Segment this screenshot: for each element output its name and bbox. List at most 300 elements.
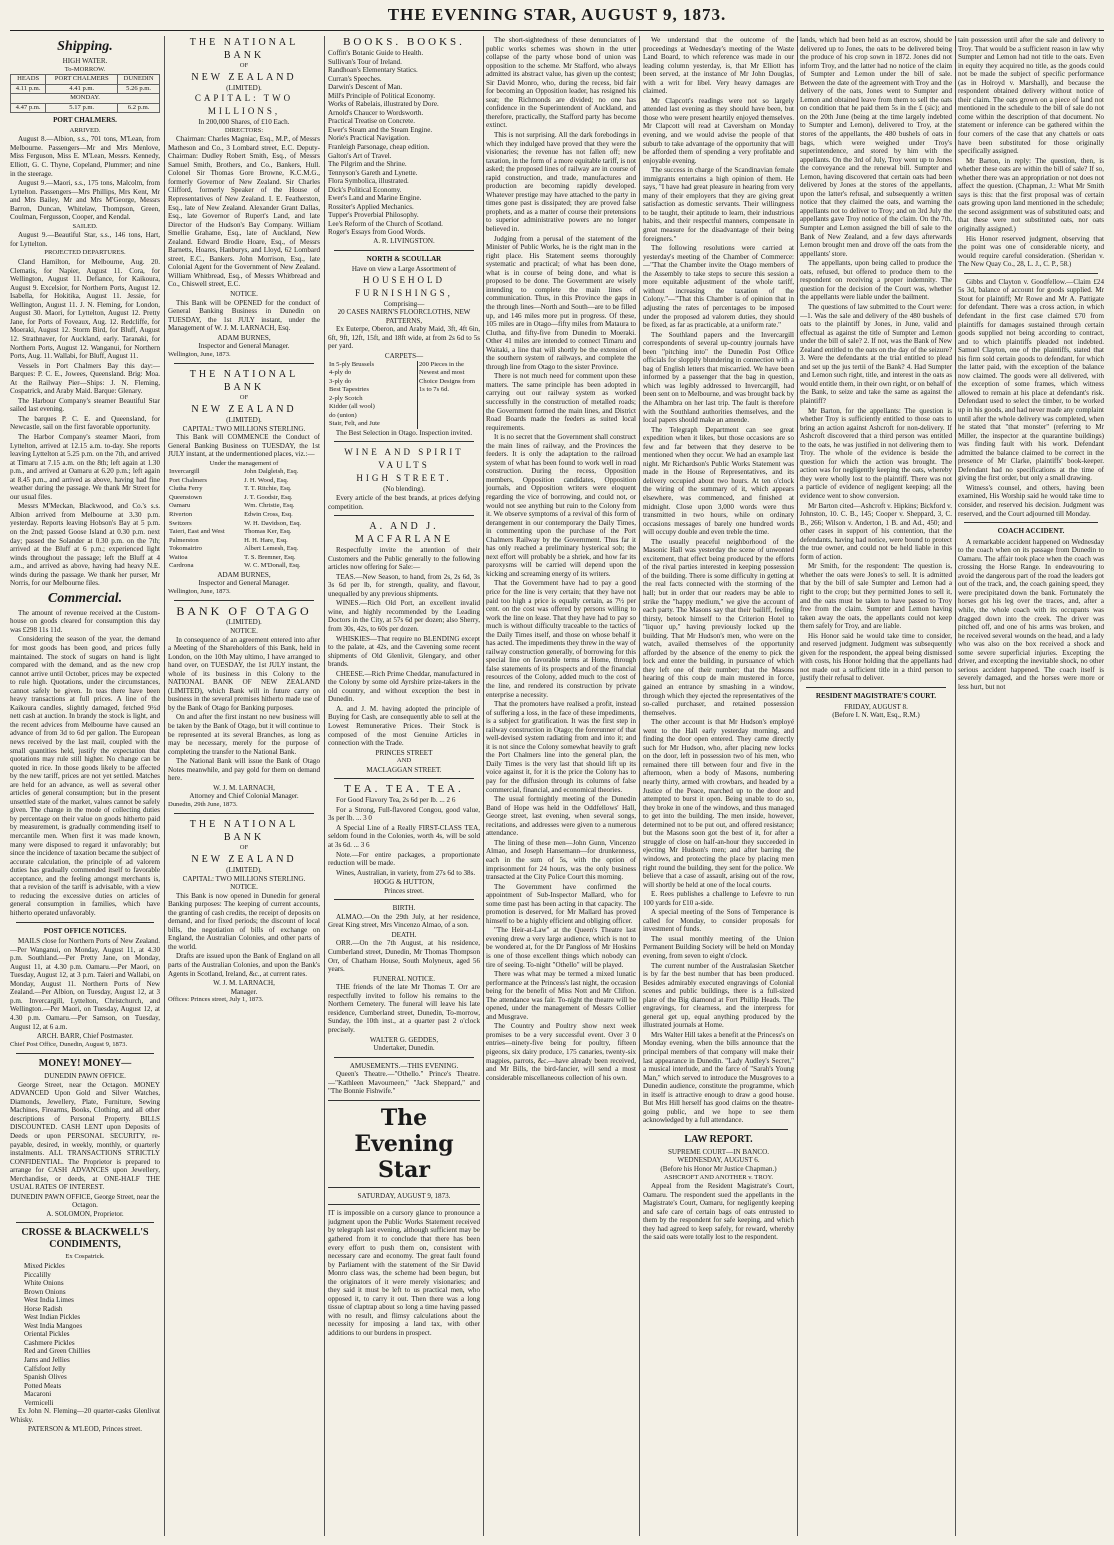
vessels-text: Vessels in Port Chalmers Bay this day:—Barques: P. C. E., Jowees, Queensland. Brig: Moa. At the Railway Pier—Ships: J. N. Fleming, Cospatrick, and Araby Maid. Barque: Glenary. (10, 361, 160, 396)
divider (334, 441, 474, 442)
notice-heading: NOTICE. (230, 883, 258, 892)
article-paragraph: The questions of law submitted to the Court were:—1. Was the sale and delivery of the 480 bushels of oats to the plaintiff by Jones, in June, valid and effectual as against the title of Sumpter and Lemon under the bill of sale? 2. If not, was the Bank of New Zealand entitled to the oats on the day of the seizure? 3. Were the defendants at the trial entitled to plead and set up the jus tertii of the Bank? 4. Had Sumpter and Lemon such right, title, and interest in the oats as would entitle them, in their own right, or on behalf of the Bank, to seize and take the same as against the plaintiff? (800, 302, 952, 405)
commercial-text: Considering the season of the year, the demand for most goods has been good, and prices fully maintained. The stock of sugars on hand is light compared with the demand, and as the new crop cannot arrive until October, prices may be expected to rule high. Quotations, under the circumstances, cannot safely be given. In teas there have been heavy transactions at full prices. A line of the Kaikoura candles, slightly damaged, fetched 9½d nett cash at auction. In brandy the stock is light, and the recent advices from Melbourne have caused an advance of from 3d to 6d per gallon. The European news received by the last mail, coupled with the small quantities held, justify the expectation that quotations may rule still higher. No change can be quoted in rice. In those goods likely to be affected by the new tariff, prices are not yet settled. Matches are held for an advance, as well as several other articles of general consumption; but in the present unsettled state of the market, values cannot be safely given. The change in the mode of collecting duties by percentage on their value on goods hitherto paid by measurement, is gradually commending itself to mercantile men. When first it was made known, many were disposed to regard it unfavorably; but since the incidence of taxation became the subject of accurate calculation, the principle of ad valorem duties has gradually commended itself to favorable acceptance, and the feeling amongst merchants is, that a revision of the tariff is advisable, with a view to reducing the excessive duties on articles of general consumption in families, which have hitherto operated unfavorably. (10, 635, 160, 917)
column-7 (958, 36, 1104, 1536)
pawn-office-text: George Street, near the Octagon. MONEY ADVANCED Upon Gold and Silver Watches, Diamonds, Jewellery, Plate, Furniture, Sewing Machines, Firearms, Books, Clothing, and all other descriptions of Personal Property. BILLS DISCOUNTED. CASH LENT upon Deposits of Deeds or upon PERSONAL SECURITY, re-payable, desired, in weekly, monthly, or quarterly instalments. ALL TRANSACTIONS STRICTLY CONFIDENTIAL. The Proprietor is prepared to arrange for CASH ADVANCES upon Jewellery, Merchandise, or deeds, at ONE-HALF THE USUAL RATES OF INTEREST. (10, 1080, 160, 1192)
bank-limited: (LIMITED). (226, 618, 262, 627)
funeral-signature-title: Undertaker, Dunedin. (373, 1044, 435, 1053)
list-item: Sullivan's Tour of Ireland. (328, 57, 402, 66)
list-item: 2-ply Scotch (329, 394, 363, 402)
notice-text: This Bank will be OPENED for the conduct of General Banking Business in Dunedin on TUESDAY, the 1st JULY instant, under the Management of W. J. M. LARNACH, Esq. (168, 298, 320, 333)
table-row (168, 485, 320, 494)
bank-nz: NEW ZEALAND (191, 403, 297, 415)
macfarlane-teas: TEAS.—New Season, to hand, from 2s, 2s 6d, 3s 3s 6d per lb, for strength, quality, and flavour, unequalled by any previous shipments. (328, 572, 480, 598)
article-paragraph: That the Government have had to pay a good price for the line is very certain; that they have not paid too high a price is equally certain, as 7½ per cent. on the cost was offered by persons willing to work the line on lease. That they have had to pay so much is without difficulty traceable to the tactics of the Daily Times itself, and those on whose behalf it has acted. The impediments they threw in the way of railway construction generally, of borrowing for this special line on favorable terms at Home, through false statements of its prospects and of the financial resources of the Colony, added much to the cost of the line, and rendered its construction by private enterprise a necessity. (486, 579, 636, 699)
post-office-text: MAILS close for Northern Ports of New Zealand.—Per Wanganui, on Monday, August 11, at 4.30 p.m. Southland.—Per Pretty Jane, on Monday, August 11, at 4.30 p.m. Oamaru.—Per Maori, on Tuesday, August 12, at 3 p.m. Taieri and Wallabi, on Monday, August 11. Northern Ports of New Zealand.—Per Albion, on Tuesday, August 12, at 3 p.m. Invercargill, Lyttelton, Christchurch, and Wellington.—Per Maori, on Tuesday, August 12, at 4.30 p.m. Oamaru.—Per Samson, on Tuesday, August 12, at 6 a.m. (10, 937, 160, 1031)
article-paragraph: It is no secret that the Government shall construct the main lines of railway, and the Provinces the feeders. It is only the adaptation to the railroad system of what has been found to work well in road construction. During the recess, Opposition members, Opposition candidates, Opposition journals, and Opposition writers were eloquent regarding the vice of borrowing, and could not, or would not see anything but ruin to the Colony from it. We observe symptoms of a revival of this form of derangement in our contemporary the Daily Times, in commenting upon the purchase of the Port Chalmers Railway by the Government. Thus far it has only reached a preliminary hysterical sob; the next effort will probably be a shriek, and how far its paroxysms will be carried will depend upon the kicking and screaming energy of its writers. (486, 433, 636, 578)
list-item: Spanish Olives (24, 1373, 67, 1382)
bank-heading: THE NATIONAL BANK (189, 369, 299, 394)
divider (334, 250, 474, 251)
tea-wines: Wines, Australian, in variety, from 27s 6d to 38s. (336, 868, 476, 877)
notice-signature: ADAM BURNES, (217, 333, 271, 342)
list-item: Dick's Political Economy. (328, 185, 402, 194)
tide-cell: 5.26 p.m. (118, 84, 160, 94)
column-4 (486, 36, 636, 1536)
article-paragraph: The following resolutions were carried at yesterday's meeting of the Chamber of Commerce:—"That the Chamber invite the Otago members of the Assembly to take steps to secure this session a more equitable adjustment of the whole tariff, without increasing the taxation of the Colony."—"That this Chamber is of opinion that in adjusting the rates of percentages to be imposed under the proposed ad valorem duties, they should be fixed, as far as practicable, at a uniform rate." (643, 244, 794, 330)
bank-capital: CAPITAL: TWO MILLIONS, (194, 93, 294, 117)
otago-signature: W. J. M. LARNACH, (213, 783, 275, 792)
branch-manager: Edwin Cross, Esq. (244, 510, 293, 518)
list-item: 3-ply do (329, 377, 352, 385)
macfarlane-text: Respectfully invite the attention of their Customers and the Public generally to the following articles now offering for Sale:— (328, 546, 480, 572)
article-paragraph: The lining of these men—John Gunn, Vincenzo Almao, and Joseph Hansemann—for drunkenness, each in the sum of 5s, with the option of imprisonment for 24 hours, was the only business transacted at the City Police Court this morning. (486, 838, 636, 882)
bank-notice-text: This Bank is now opened in Dunedin for general Banking purposes: The keeping of current accounts, the granting of cash credits, the receipt of deposits on demand, and for fixed periods; the discount of local bills, the negotiation of bills of exchange on England, the Australian Colonies, and other parts of the world. (168, 891, 320, 951)
projected-heading: PROJECTED DEPARTURES. (44, 249, 126, 257)
notice-heading: NOTICE. (230, 290, 258, 299)
law-date: WEDNESDAY, AUGUST 6. (677, 1156, 760, 1165)
article-paragraph: The appellants, upon being called to produce the oats, refused, but offered to produce them to the respondent on receiving a proper indemnity. The question for the decision of the Court was, whether the appellants were liable under the bailment. (800, 259, 952, 302)
albion-report: Messrs M'Meckan, Blackwood, and Co.'s s.s. Albion arrived from Melbourne at 3.30 p.m. yesterday. Reports leaving Hobson's Bay at 5 p.m. on the 2nd; passed Goose Island at 0.30 p.m. next day; passed the Solander at 0.30 p.m. on the 7th; arrived at the Bluff at 6 p.m.; experienced light winds throughout the passage; left the Bluff at 4 a.m., and arrived as above, having had heavy N.E. winds during the passage. We thank her purser, Mr Norris, for our Melbourne files. (10, 502, 160, 588)
table-row (168, 477, 320, 486)
tide-cell: 4.47 p.m. (11, 103, 46, 113)
bank-of: OF (239, 394, 249, 402)
crosse-blackwell-heading: CROSSE & BLACKWELL'S CONDIMENTS, (21, 1227, 149, 1251)
pawn-office-heading: DUNEDIN PAWN OFFICE. (44, 1072, 126, 1081)
branch-manager: T. S. Bremner, Esq. (244, 553, 296, 561)
divider (328, 1187, 480, 1188)
tide-header: DUNEDIN (118, 75, 160, 85)
article-paragraph: tain possession until after the sale and delivery to Troy. That would be a sufficient reason in law why Sumpter and Lemon had not title to the oats. Even in equity they acquired no title, as the goods could not be made the subject of specific performance (as in Holroyd v. Marshall), and because the respondent obtained delivery without notice of their claim. The oats grown on a piece of land not mentioned in the schedule to the bill of sale do not come within the description of that document. No statement or inference can be gathered within the four corners of the case that any chattels or oats have been substituted for those originally specifically assigned. (958, 36, 1104, 156)
branch-place: Tokomairiro (169, 545, 202, 553)
books-list (328, 49, 480, 237)
table-row (168, 520, 320, 529)
branch-manager: J. H. Wood, Esq. (244, 476, 289, 484)
list-item: 4-ply do (329, 369, 352, 377)
list-item: West Indian Pickles (24, 1313, 81, 1322)
divider (649, 1129, 788, 1130)
pawn-office-signature: DUNEDIN PAWN OFFICE, George Street, near the Octagon. (10, 1192, 160, 1210)
shipping-heading: Shipping. (57, 39, 113, 54)
article-paragraph: Mr Barton, for the appellants: The question is whether Troy is sufficiently entitled to those oats to bring an action against Ashcroft for non-delivery. If Ashcroft discovered that a third person was entitled to the oats, he was justified in not delivering them to Troy. The whole of the evidence is beside the question for which the action was brought. The action was for negligently keeping the oats, whereby they were wholly lost to the plaintiff. There was not a particle of evidence of negligent keeping; all the evidence went to show conversion. (800, 406, 952, 500)
divider (334, 515, 474, 516)
table-row (168, 494, 320, 503)
article-paragraph: This is not surprising. All the dark forebodings in which they indulged have proved that they were the visionaries; the revenue has not fallen off; new taxation, in the form of a more equitable tariff, is not asked; the proposed lines of railway are in course of rapid construction, and trade, manufactures and production are becoming rapidly developed. Whatever prestige may have attached to the party in times gone past is dissipated; they are proved false prophets, and as a matter of course their pretensions to superior administrative powers are no longer believed in. (486, 131, 636, 234)
masthead-rule (10, 30, 1104, 31)
column-1 (10, 36, 160, 1536)
coach-accident-heading: COACH ACCIDENT. (997, 527, 1065, 536)
monday-label: MONDAY. (11, 94, 160, 104)
tide-cell: 6.2 p.m. (118, 103, 160, 113)
masthead (0, 0, 1114, 30)
notice-heading: NOTICE. (230, 626, 258, 635)
branch-place: Palmerston (169, 536, 199, 544)
amusements-heading: AMUSEMENTS.—THIS EVENING. (349, 1061, 459, 1070)
branch-place: Cardrona (169, 562, 194, 570)
article-paragraph: The Telegraph Department can see great expedition when it likes, but those occasions are so few and far between that they deserve to be mentioned when they occur. We had an example last night. Mr Richardson's Public Works Statement was made in the House of Representatives, and its delivery occupied about two hours. At ten o'clock the wiring of the summary of it, which appears elsewhere, was commenced, and finished at midnight. Close upon 3,000 words were thus transmitted in two hours, while on ordinary occasions messages of barely one hundred words will occupy double and even treble the time. (643, 425, 794, 537)
column-divider (324, 36, 325, 1536)
article-paragraph: lands, which had been held as an escrow, should be delivered up to Jones, the oats to be delivered being the produce of his crop sown in 1872. Jones did not inform Troy, and the latter had no notice of the claim of Sumpter and Lemon under the bill of sale. Between the date of the agreement with Troy and the delivery of the oats, Jones went to Sumpter and Lemon and obtained leave from them to sell the oats on condition that he paid them 5s in the £ (sic); and on the 20th June (being at the time largely indebted to Sumpter and Lemon), delivered to Troy, at the stores of the appellants, the 480 bushels of oats in bags, which were weighed under Troy's superintendence, and stored by him with the appellants. On the 3rd of July, Troy went up to Jones the conveyance and the renewal bill. Sumpter and Lemon, having discovered that certain oats had been delivered by Jones at the stores of the appellants, upon the latter's refusal, and subsequently a written notice that they claimed the oats, and warning the appellants not to deliver to Troy; and on 3rd July the appellants gave Troy notice of the claim. On the 7th, Sumpter and Lemon assigned the bill of sale to the Bank of New Zealand, and a few days afterwards Lemon brought men and drove off the oats from the appellants' store. (800, 36, 952, 258)
harbour-text: The Harbour Company's steamer Beautiful Star sailed last evening. (10, 396, 160, 414)
funeral-signature: WALTER G. GEDDES, (369, 1035, 439, 1044)
tomorrow-label: To-MORROW. (64, 65, 106, 73)
tide-cell: 5.17 p.m. (46, 103, 118, 113)
bank-of-otago-heading: BANK OF OTAGO (176, 604, 312, 619)
branch-manager: H. H. Hare, Esq. (244, 536, 288, 544)
notice-signature-place: Wellington, June, 1873. (168, 350, 231, 358)
column-5 (643, 36, 794, 1536)
rm-case-text: Gibbs and Clayton v. Goodfellow.—Claim £24 5s 3d, balance of account for goods supplied. Mr Stout for plaintiff; Mr Rowe and Mr A. Pattigate for defendant. There was a cross action, in which defendant in the first case claimed £70 from plaintiffs for damages sustained through certain goods supplied not being according to contract, and to which plaintiffs pleaded not indebted. Samuel Clayton, one of the plaintiffs, stated that his firm sold certain goods to defendant, for which the latter paid, with the exception of the balance now claimed. The goods were all delivered, with the exception of some frames, which witness allowed to remain at his place at defendant's risk. Defendant used to select the timber, to be worked up in his goods, and had never made any complaint until after the whole delivery was completed, when he stated that "that monster" (referring to Mr Miller, the inspector at the quarantine buildings) was finding fault with his work. Defendant admitted the balance claimed to be correct in the presence of Mr Clarke, plaintiffs' book-keeper. Defendant had no specifications at the time of giving the first order, but only a small drawing. (958, 277, 1104, 483)
list-item: Coffin's Botanic Guide to Health. (328, 49, 424, 57)
list-item: Horse Radish (24, 1304, 63, 1313)
bank-signature-place: Wellington, June, 1873. (168, 587, 231, 595)
scoullar-heading: NORTH & SCOULLAR (366, 254, 442, 263)
list-item: Practical Treatise on Concrete. (328, 117, 416, 126)
list-item: Vermicelli (24, 1398, 54, 1407)
list-item: Cashmere Pickles (24, 1338, 75, 1347)
article-paragraph: Mr Barton, in reply: The question, then, is whether these oats are within the bill of sale? If so, whether there was an appropriation or not does not affect the question. (Chapman, J.: What Mr Smith says is this: that the first proposal was of certain oats growing upon land mentioned in the schedule; the second assignment was of substituted oats; and that these were not substituted oats, nor oats originally assigned.) (958, 156, 1104, 234)
article-paragraph: The usually peaceful neighborhood of the Masonic Hall was yesterday the scene of unwonted excitement, that effect being produced by the efforts of the rival parties interested in keeping possession of the building. There is some difficulty in getting at the real facts connected with the storming of the hall; but in order that our readers may be able to strike the "happy medium," we give the account of each party. The Masons say that their bailiff, feeling thirsty, betook himself to the Criterion Hotel to "liquor up," having previously locked up the building. That Mr Hudson's men, who were on the watch, availed themselves of the opportunity afforded by the absence of the enemy to pick the lock and enter the building, in pursuance of which they left one of their number; that the Masons hearing of this coup de main mustered in force, gained an entrance by smashing in a window, through which they ejected the representatives of the so-called purchaser, and retained possession themselves. (643, 537, 794, 717)
list-item: Calfsfoot Jelly (24, 1364, 66, 1373)
law-judge: (Before his Honor Mr Justice Chapman.) (660, 1165, 777, 1173)
commercial-text: The amount of revenue received at the Custom-house on goods cleared for consumption this day was £298 11s 11d. (10, 608, 160, 634)
coach-accident-text: A remarkable accident happened on Wednesday to the coach when on its passage from Dunedin to Oamaru. The affair took place when the coach was crossing the Horse Range. In endeavouring to avoid the dangerous part of the road the leaders got out of the track, and, the coach gaining speed, they were precipitated down the bank. Fortunately the horses got his leg over the traces, and, after a while, the whole coach with its occupants was dragged down into the creek. The driver was pitched off, and one of his arms was broken, and he received several wounds on the head, and a lady who was also on the box received a shock and some severe superficial injuries. Excepting the driver, and excepting the inevitable shock, no other serious accident happened. The coach itself is severely damaged, and the horses were more or less hurt, but not (958, 537, 1104, 691)
death-heading: DEATH. (391, 930, 417, 939)
and-label: AND (396, 757, 412, 765)
otago-signature-title: Attorney and Chief Colonial Manager. (189, 792, 299, 801)
editorial-text: IT is impossible on a cursory glance to pronounce a judgment upon the Public Works Statement received by telegraph last evening, although sufficient may be gathered from it to conclude that there has been every effort to push them on, consistent with necessary care and economy. The great fault found by Parliament with the statement of the Sir David Monro class was, the scheme had been begun, but the originators of it were merely visionaries; and they said it must be left to us practical men, who opposed it, to carry it out. Then there was a long tissue of claptrap about so long a time having passed with no result, and flimsy calculations about the necessity for imposing a land tax, with other additions to our burdens in prospect. (328, 1209, 480, 1337)
article-paragraph: His Honor reserved judgment, observing that the point was one of considerable nicety, and would require careful consideration. (Sheridan v. The New Quay Co., 28, L. J., C. P., 58.) (958, 234, 1104, 269)
article-paragraph: E. Rees publishes a challenge to Lefevre to run 100 yards for £10 a-side. (643, 890, 794, 907)
article-paragraph: There was what may be termed a mixed lunatic performance at the Princess's last night, the occasion being for the benefit of Miss Nott and Mr Clifton. The attendance was fair. To-night the theatre will be opened, under the management of Messrs Collier and Musgrave. (486, 970, 636, 1021)
article-paragraph: The Country and Poultry show next week promises to be a very successful event. Over 3 0 entries—ninety-five being for poultry, fifteen pigeons, six dairy produce, 175 canaries, twenty-six magpies, parrots, &c.—have already been received, and Mr Bills, the bird-fancier, will send a most considerable miscellaneous collection of his own. (486, 1022, 636, 1082)
branches-table (168, 468, 320, 571)
tide-row (11, 103, 160, 113)
table-row (168, 545, 320, 554)
list-item: Red and Green Chillies (24, 1347, 91, 1356)
divider (964, 273, 1098, 274)
list-item: Mill's Principle of Political Economy. (328, 91, 436, 100)
list-item: Darwin's Descent of Man. (328, 83, 403, 92)
table-row (168, 502, 320, 511)
list-item: Kidder (all wool) (329, 403, 375, 411)
maclaggan-street: MACLAGGAN STREET. (366, 765, 442, 774)
divider (16, 1053, 154, 1054)
carpet-note: 200 Pieces in the Newest and most Choice Designs from 1s to 7s 6d. (418, 361, 481, 429)
list-item: do (union) (329, 411, 357, 419)
article-paragraph: We understand that the outcome of the proceedings at Wednesday's meeting of the Waste Land Board, to which reference was made in our leading column yesterday, is, that Mr Elliott has been served, at the instance of Mr John Douglas, with a writ for libel. Very heavy damages are claimed. (643, 36, 794, 96)
law-court-heading: SUPREME COURT—IN BANCO. (667, 1147, 770, 1156)
bank-heading: THE NATIONAL BANK (189, 37, 299, 61)
branch-place: Invercargill (169, 468, 200, 476)
list-item: Curran's Speeches. (328, 74, 382, 83)
article-paragraph: Mr Smith, for the respondent: The question is, whether the oats were Jones's to sell. It is admitted that by the bill of sale Sumpter and Lemon had a right to the crop; but they permitted Jones to sell it, and the oats must be taken to have passed to Troy free from the claim. Sumpter and Lemon having taken away the oats, the appellants could not keep them safely for Troy, and are liable. (800, 562, 952, 631)
article-paragraph: The Government have confirmed the appointment of Sub-Inspector Mallard, who for some time past has been acting in that capacity. The promotion is deserved, for Mr Mallard has proved himself to be a highly efficient and obliging officer. (486, 882, 636, 925)
evening-star-title: The Evening Star (354, 1104, 454, 1183)
post-office-heading: POST OFFICE NOTICES. (43, 926, 127, 935)
branch-manager: John Dalgleish, Esq. (244, 468, 299, 476)
list-item: West India Limes (24, 1296, 74, 1305)
law-case-title: ASHCROFT AND ANOTHER v. TROY. (663, 1173, 774, 1181)
divider (328, 1204, 480, 1205)
bank-signature: W. J. M. LARNACH, (213, 979, 275, 988)
crosse-blackwell-sub: Ex Cospatrick. (65, 1253, 105, 1261)
list-item: Ewer's Steam and the Steam Engine. (328, 125, 433, 134)
floorcloths-text: Ex Euterpe, Oberon, and Araby Maid, 3ft, 4ft 6in, 6ft, 9ft, 12ft, 15ft, and 18ft wide, at from 2s 6d to 5s per yard. (328, 325, 480, 351)
condiments-list (10, 1262, 160, 1407)
article-paragraph: "The Heir-at-Law" at the Queen's Theatre last evening drew a very large audience, which is not to be wondered at, for the Dr Pangloss of Mr Hoskins is one of those excellent things which nobody can tire of seeing. To-night "Othello" will be played. (486, 926, 636, 969)
list-item: Potted Meats (24, 1381, 62, 1390)
branch-manager: W. C. M'Donall, Esq. (244, 562, 301, 570)
divider (174, 600, 314, 601)
list-item: Piccalilly (24, 1270, 51, 1279)
column-divider (639, 36, 640, 1536)
rm-court-heading: RESIDENT MAGISTRATE'S COURT. (815, 692, 937, 701)
bank-limited: (LIMITED). (226, 83, 262, 92)
comprising-label: Comprising— (383, 299, 425, 308)
table-row (168, 554, 320, 563)
list-item: Randhoan's Elementary Statics. (328, 66, 418, 75)
tide-header-row (11, 75, 160, 85)
household-heading: HOUSEHOLD FURNISHINGS, (355, 274, 453, 298)
projected-text: Cland Hamilton, for Melbourne, Aug. 20. Clematis, for Napier, August 11. Cora, for Wellington, August 11. Defiance, for Kaikoura, August 9. Excelsior, for Northern Ports, August 12. Isabella, for Hokitika, August 11. Jessie, for Wellington, August 11. J. N. Fleming, for London, August 30. Maori, for Lyttelton, August 12. Pretty Jane, for Ports of Foveaux, Aug. 12. Redcliffe, for Moeraki, August 12. Storm Bird, for Bluff, August 12. Strathnaver, for Auckland, early. Taranaki, for Northern Ports, August 12. Wanganui, for Northern Ports, Aug. 11. Wallabi, for Bluff, August 11. (10, 258, 160, 361)
tea-heading: TEA. TEA. TEA. (344, 783, 464, 796)
branch-manager: Thomas Ker, Esq. (244, 528, 292, 536)
list-item: Franleigh Parsonage, cheap edition. (328, 143, 430, 152)
rm-court-date: FRIDAY, AUGUST 8. (844, 702, 908, 711)
otago-notice-text: The National Bank will issue the Bank of Otago Notes meanwhile, and pay gold for them on demand here. (168, 757, 320, 783)
wine-blending: (No blending). (383, 485, 425, 494)
list-item: Ewer's Land and Marine Engine. (328, 194, 422, 203)
port-chalmers-heading: PORT CHALMERS. (53, 116, 117, 125)
column-divider (955, 36, 956, 1536)
death-text: ORR.—On the 7th August, at his residence, Cumberland street, Dunedin, Mr Thomas Thompson Orr, of Chatham House, South Molyneux, aged 56 years. (328, 939, 480, 974)
macfarlane-wines: WINES.—Rich Old Port, an excellent invalid wine, and highly recommended by the Leading Doctors in the City, at 57s 6d per dozen; also Sherry, from 30s, 42s, to 60s per dozen. (328, 599, 480, 633)
column-3 (328, 36, 480, 1536)
column-divider (483, 36, 484, 1536)
bank-signature-title: Manager. (230, 987, 258, 996)
table-row (168, 511, 320, 520)
arrived-text: August 8.—Albion, s.s., 701 tons, M'Lean, from Melbourne. Passengers—Mr and Mrs Menlove, Miss Ferguson, Miss E. M'Lean, Messrs. Kennedy, Elliott, G. C. Thyne, Copeland, Plummer; and nine in the steerage. (10, 135, 160, 178)
divider (16, 922, 154, 923)
commercial-heading: Commercial. (47, 590, 123, 606)
article-paragraph: Mr Clapcott's readings were not so largely attended last evening as they should have been, but those who were present heartily enjoyed themselves. Mr Clapcott will read at Caversham on Monday evening, and we would advise the people of that suburb to take advantage of the opportunity that will be afforded them of spending a very profitable and enjoyable evening. (643, 96, 794, 165)
tide-table (10, 74, 160, 113)
list-item: Oriental Pickles (24, 1330, 70, 1339)
bank-heading: THE NATIONAL BANK (189, 819, 299, 844)
birth-heading: BIRTH. (392, 904, 416, 913)
list-item: Rossiter's Applied Mechanics. (328, 202, 414, 211)
list-item: The Pilgrim and the Shrine. (328, 160, 407, 169)
wine-street: HIGH STREET. (356, 473, 452, 484)
wine-text: Every article of the best brands, at prices defying competition. (328, 493, 480, 511)
branch-manager: J. T. Goodsir, Esq. (244, 493, 293, 501)
notice-signature-title: Inspector and General Manager. (198, 342, 290, 351)
carpet-list (328, 361, 418, 429)
branch-manager: Wm. Christie, Esq. (244, 502, 295, 510)
tide-cell: 4.11 p.m. (11, 84, 46, 94)
branch-manager: T. T. Ritchie, Esq. (244, 485, 292, 493)
floorcloths-heading: 20 CASES NAIRN'S FLOORCLOTHS, NEW PATTERNS, (337, 308, 471, 325)
list-item: Jams and Jellies (24, 1356, 70, 1365)
tide-header: PORT CHALMERS (46, 75, 118, 85)
harbour-text: The barques P. C. E. and Queensland, for Newcastle, sail on the first favorable opportunity. (10, 414, 160, 432)
article-paragraph: Judging from a perusal of the statement of the Minister of Public Works, he is the right man in the right place. His Statement seems thoroughly systematic and practical; of what has been done, what is in course of being done, and what is proposed to be done. The Government are wisely intending to complete the main lines of communication. Thus, in this Province the gaps in the through lines—North and South—are to be filled up, and 146 miles more put in progress. Of these, 105 miles are in Otago—fifty miles from Mataura to Clutha, and fifty-five from Dunedin to Moeraki. Other 41 miles are intended to connect Timaru and Waitaki, a line that will shortly be the extension of the southern system of railways, and complete the through line from Otago to the sister Province. (486, 234, 636, 371)
arrived-text: August 9.—Maori, s.s., 175 tons, Malcolm, from Lyttelton. Passengers—Mrs Phillips, Mrs Kent, Mr and Mrs Bailey, Mr and Mrs M'George, Messrs Barron, Duncan, Whitelaw, Thompson, Green, Coulman, Fergusson, Cooper, and Kendal. (10, 179, 160, 222)
column-divider (797, 36, 798, 1536)
list-item: Best Tapestries (329, 386, 369, 394)
divider (334, 778, 474, 779)
column-2 (168, 36, 320, 1536)
article-paragraph: Witness's counsel, and others, having been examined, His Worship said he would take time to consider, and reserved his decision. Judgment was reserved, and the Court adjourned till Monday. (958, 483, 1104, 518)
divider (806, 687, 946, 688)
books-heading: BOOKS. BOOKS. (343, 36, 465, 48)
macfarlane-cheese: CHEESE.—Rich Prime Cheddar, manufactured in the Colony by some old Ayrshire prize-takers in the old country, and without exception the best in Dunedin. (328, 669, 480, 704)
branch-place: Clutha Ferry (169, 485, 203, 493)
bank-nz: NEW ZEALAND (191, 854, 297, 866)
article-paragraph: The usual fortnightly meeting of the Dunedin Band of Hope was held in the Oddfellows' Hall, George street, last evening, when several songs, recitations, and addresses were given to a numerous attendance. (486, 795, 636, 838)
money-heading: MONEY! MONEY— (38, 1058, 132, 1070)
paterson-signature: PATERSON & M'LEOD, Princes street. (27, 1425, 143, 1434)
branch-place: Riverton (169, 510, 193, 518)
law-report-heading: LAW REPORT. (684, 1133, 753, 1145)
bank-limited: (LIMITED). (226, 415, 262, 424)
article-paragraph: His Honor said he would take time to consider, and reserved judgment. Judgment was subsequently given for the respondent, the appeal being dismissed with costs, his Honor holding that the appellants had not made out a sufficient title in a third person to justify their refusal to deliver. (800, 631, 952, 683)
tide-row (11, 84, 160, 94)
list-item: Flora Symbolica, illustrated. (328, 177, 409, 186)
article-paragraph: The other account is that Mr Hudson's employé went to the Hall early yesterday morning, and finding the door open entered. They came directly such for Mr Hudson, who, after placing new locks on the door, left in possession two of his men, who remained there till between four and five in the afternoon, when a body of Masons, numbering nearly thirty, armed with crowbars, and headed by a Justice of the Peace, marched up to the door and attempted to burst it open. Being unable to do so, they broke in one of the windows, and thus managed to get into the building. The men inside, however, determined not to be put out, and offered resistance; but the Masons soon got the best of it, for after a struggle of close on half-an-hour they succeeded in ejecting Mr Hudson's men; and after barring the windows, and protecting the place by placing men right round the building, they sent for the police. We believe that a case of assault, arising out of the row, will shortly be held at one of the local courts. (643, 718, 794, 889)
article-paragraph: A special meeting of the Sons of Temperance is called for Monday, to consider proposals for investment of funds. (643, 908, 794, 934)
macfarlane-heading: A. AND J. MACFARLANE (354, 521, 454, 546)
table-row (168, 562, 320, 571)
hogg-signature: HOGG & HUTTON, (373, 878, 435, 887)
birth-text: ALMAO.—On the 29th July, at her residence, Great King street, Mrs Vincenzo Almao, of a son. (328, 912, 480, 930)
directors-heading: DIRECTORS: (224, 126, 264, 134)
otago-signature-date: Dunedin, 29th June, 1873. (168, 800, 238, 808)
inspection-note: The Best Selection in Otago. Inspection invited. (335, 428, 473, 437)
post-signature-place: Chief Post Office, Dunedin, August 9, 1873. (10, 1040, 128, 1048)
branch-manager: W. H. Davidson, Esq. (244, 519, 302, 527)
whisky-note: Ex John N. Fleming—20 quarter-casks Glenlivat Whisky. (10, 1407, 160, 1424)
article-paragraph: The current number of the Australasian Sketcher is by far the best number that has been produced. Besides admirably executed engravings of Colonial scenes and public buildings, there is a full-sized plate of the Big diamond at Fort Phillip Heads. The engravings, for clearness, and the interpress for general get up, equal anything produced by the illustrated journals at Home. (643, 961, 794, 1030)
list-item: Mixed Pickles (24, 1262, 65, 1270)
tea-price: For Good Flavory Tea, 2s 6d per lb. ... 2 6 (336, 796, 456, 805)
bank-shares: In 200,000 Shares, of £10 Each. (198, 118, 290, 127)
list-item: Tupper's Proverbial Philosophy. (328, 211, 419, 220)
divider (174, 363, 314, 364)
bank-signature-title: Inspector and General Manager. (198, 579, 290, 588)
list-item: Macaroni (24, 1390, 52, 1399)
table-row (168, 468, 320, 477)
article-paragraph: The success in charge of the Scandinavian female immigrants entertains a high opinion of them. He says, "I have had great pleasure in hearing from very many of their employers that they are giving great satisfaction as domestic servants. Their willingness to be taught, their aptitude to learn, their industrious habits, and their respectful manners, compensate in great measure for the disadvantage of their being foreigners." (643, 166, 794, 243)
article-paragraph: Mr Barton cited—Ashcroft v. Hipkins; Bickford v. Johnston, 10. C. B., 145; Cooper v. Sheppard, 3, C. B., 266; Wilson v. Anderton, 1 B. and Ad., 450; and other cases in support of his contention, that the defendants, having had notice, were bound to protect the true owner, and could not be held liable in this form of action. (800, 501, 952, 561)
bank-limited: (LIMITED). (226, 866, 262, 875)
table-row (168, 537, 320, 546)
article-paragraph: The short-sightedness of these denunciators of public works schemes was shown in the utter collapse of the party whose bond of union was opposition to the scheme. Mr Stafford, who always admitted its abstract value, has given up the contest; Sir David Monro, who, during the recess, bid fair for becoming an Opposition leader, has resigned his seat; the Richmonds are divided; no one has confidence in the Superintendent of Auckland, and therefore, practically, the Stafford party has become extinct. (486, 36, 636, 130)
divider (174, 813, 314, 814)
branch-place: Taieri, East and West (169, 528, 225, 536)
macfarlane-text: A. and J. M. having adopted the principle of Buying for Cash, are consequently able to sell at the Lowest Remunerative Prices. Their Stock is composed of the most Genuine Articles in connection with the Trade. (328, 704, 480, 748)
books-signature: A. R. LIVINGSTON. (373, 237, 435, 246)
otago-notice-text: In consequence of an agreement entered into after a Meeting of the Shareholders of this Bank, held in London, on the 10th May ultimo, I have arranged to hand over, on TUESDAY, the 1st JULY instant, the whole of its business in this Colony to the NATIONAL BANK OF NEW ZEALAND (LIMITED), which Bank will in future carry on business in the several premises hitherto made use of by the Bank of Otago for Banking purposes. (168, 635, 320, 712)
hogg-street: Princes street. (384, 886, 424, 895)
article-paragraph: The Southland papers and the Invercargill correspondents of several up-country journals have been "pitching into" the Dunedin Post Office officials for sloppily blundering in connection with a bag of English letters that miscarried. We have been informed by a passenger that the bag in question, which was legibly addressed to Invercargill, had been sent on to Melbourne, and was brought back by the Alhambra on her last trip. The fault is therefore with the Southland authorities themselves, and the local papers should make an amende. (643, 330, 794, 425)
list-item: Tennyson's Gareth and Lynette. (328, 168, 418, 177)
post-signature: ARCH. BARR, Chief Postmaster. (36, 1032, 134, 1041)
list-item: Roger's Essays from Good Words. (328, 228, 426, 237)
carpets-heading: CARPETS— (384, 351, 424, 360)
bank-of: OF (239, 844, 249, 852)
article-paragraph: There is not much need for comment upon these matters. The same principle has been adopted in carrying out our railway system as worked successfully in the construction of metalled roads; the Government formed the main lines, and District Road Boards made the feeders as suited local requirements. (486, 372, 636, 432)
branch-place: Switzers (169, 519, 192, 527)
wine-heading: WINE AND SPIRIT VAULTS (344, 447, 464, 471)
column-6 (800, 36, 952, 1536)
branch-place: Port Chalmers (169, 476, 207, 484)
sailed-text: August 9.—Beautiful Star, s.s., 146 tons, Hart, for Lyttelton. (10, 231, 160, 248)
tea-price: A Special Line of a Really FIRST-CLASS TEA, seldom found in the Colonies, worth 4s, will be sold at 3s 6d. ... 3 6 (328, 823, 480, 850)
carpets-table (328, 361, 480, 429)
list-item: Brown Onions (24, 1287, 66, 1296)
tide-header: HEADS (11, 75, 46, 85)
pawn-office-proprietor: A. SOLOMON, Proprietor. (46, 1209, 124, 1218)
list-item: Works of Rabelais, illustrated by Dore. (328, 100, 439, 109)
high-water-heading: HIGH WATER. (62, 57, 108, 65)
rm-court-judge: (Before I. N. Watt, Esq., R.M.) (832, 711, 920, 720)
table-row (328, 361, 480, 429)
bank-capital: CAPITAL: TWO MILLIONS STERLING. (182, 874, 306, 883)
princes-street: PRINCES STREET (375, 748, 433, 757)
branch-place: Oamaru (169, 502, 191, 510)
newspaper-title: THE EVENING STAR, AUGUST 9, 1873. (387, 5, 727, 24)
branch-manager: Albert Lemesh, Esq. (244, 545, 299, 553)
funeral-text: THE friends of the late Mr Thomas T. Orr are respectfully invited to follow his remains to the Northern Cemetery. The funeral will leave his late residence, Cumberland street, Dunedin, To-morrow, Sunday, the 10th inst., at a quarter past 2 o'clock precisely. (328, 983, 480, 1034)
amusements-text: Queen's Theatre.—"Othello." Prince's Theatre.—"Kathleen Mavourneen," "Jack Sheppard," and "The Bonnie Fishwife." (328, 1070, 480, 1096)
bank-capital: CAPITAL: TWO MILLIONS STERLING. (182, 424, 306, 433)
scoullar-text: Have on view a Large Assortment of (351, 265, 457, 274)
list-item: White Onions (24, 1279, 64, 1288)
funeral-heading: FUNERAL NOTICE. (372, 974, 435, 983)
management-heading: Under the management of (209, 459, 279, 467)
branch-place: Waitoa (169, 553, 188, 561)
branch-place: Queenstown (169, 493, 202, 501)
law-text: Appeal from the Resident Magistrate's Court, Oamaru. The respondent sued the appellants in the Magistrate's Court, Oamaru, for negligently keeping and safe care of certain bags of oats entrusted to them by the respondent for safe keeping, and which they had agreed to keep safely, for reward, whereby the said oats were totally lost to the respondent. (643, 1182, 794, 1242)
arrived-heading: ARRIVED. (69, 126, 101, 134)
tide-subhead-row (11, 94, 160, 104)
divider (16, 1222, 154, 1223)
divider (334, 899, 474, 900)
bank-branches-text: This Bank will COMMENCE the Conduct of General Banking Business on TUESDAY, the 1st JULY instant, at the undermentioned places, viz.:— (168, 433, 320, 459)
article-paragraph: Mrs Walter Hill takes a benefit at the Princess's on Monday evening, when the bills announce that the principal members of that company will make their last appearance in Dunedin. "Lady Audley's Secret," a musical interlude, and the farce of "Sarah's Young Man," which served to introduce the Musgroves to a Dunedin audience, constitute the programme, which in itself is attractive enough to draw a good house. But Mrs Hill herself has good claims on the theatre-going public, and we hope to see them acknowledged by a full attendance. (643, 1030, 794, 1125)
tea-note: Note.—For entire packages, a proportionate reduction will be made. (328, 850, 480, 868)
divider (334, 1057, 474, 1058)
bank-signature-place: Offices: Princes street, July 1, 1873. (168, 996, 264, 1004)
table-row (168, 528, 320, 537)
list-item: Lee's Reform of the Church of Scotland. (328, 219, 443, 228)
list-item: Norie's Practical Navigation. (328, 134, 410, 143)
divider (964, 522, 1098, 523)
macfarlane-whiskies: WHISKIES—That require no BLENDING except to the palate, at 42s, and the Cavening some recent shipments of Old Glenlivit, Glengary, and other brands. (328, 634, 480, 669)
list-item: West India Mangoes (24, 1321, 83, 1330)
bank-of: OF (239, 62, 249, 69)
article-paragraph: That the promoters have realised a profit, instead of suffering a loss, in the face of these impediments, is a subject for gratification. It was the first step in railway construction in Otago; the forerunner of that well-devised system radiating from and into it; and it is not since the Colony somewhat heavily to graft the Port Chalmers line into the general plan, the Daily Times is the very last that should lift up its voice against it, for it is the price the Colony has to pay for the diffusion through its columns of false commercial, financial, and economical theories. (486, 700, 636, 794)
tea-price: For a Strong, Full-flavored Congou, good value, 3s per lb. ... 3 0 (328, 805, 480, 823)
otago-notice-text: On and after the first instant no new business will be taken by the Bank of Otago, but it will continue to be represented at its several Branches, as long as may be necessary, merely for the purpose of completing the transfer to the National Bank. (168, 713, 320, 756)
sailed-heading: SAILED. (72, 222, 98, 230)
maori-report: The Harbor Company's steamer Maori, from Lyttelton, arrived at 12.15 a.m. to-day. She reports leaving Lyttelton at 5.25 p.m. on the 7th, and arrived at Timaru at 7.15 a.m. on the 8th; left again at 1.30 p.m., and arrived at Oamaru at 6.20 p.m.; left again at 8.45 p.m., and arrived as above, having had fine weather during the passage. We thank Mr Street for our usual files. (10, 432, 160, 501)
tide-cell: 4.41 p.m. (46, 84, 118, 94)
bank-signature: ADAM BURNES, (217, 570, 271, 579)
list-item: Arnold's Chaucer to Wordsworth. (328, 108, 424, 117)
column-divider (164, 36, 165, 1536)
